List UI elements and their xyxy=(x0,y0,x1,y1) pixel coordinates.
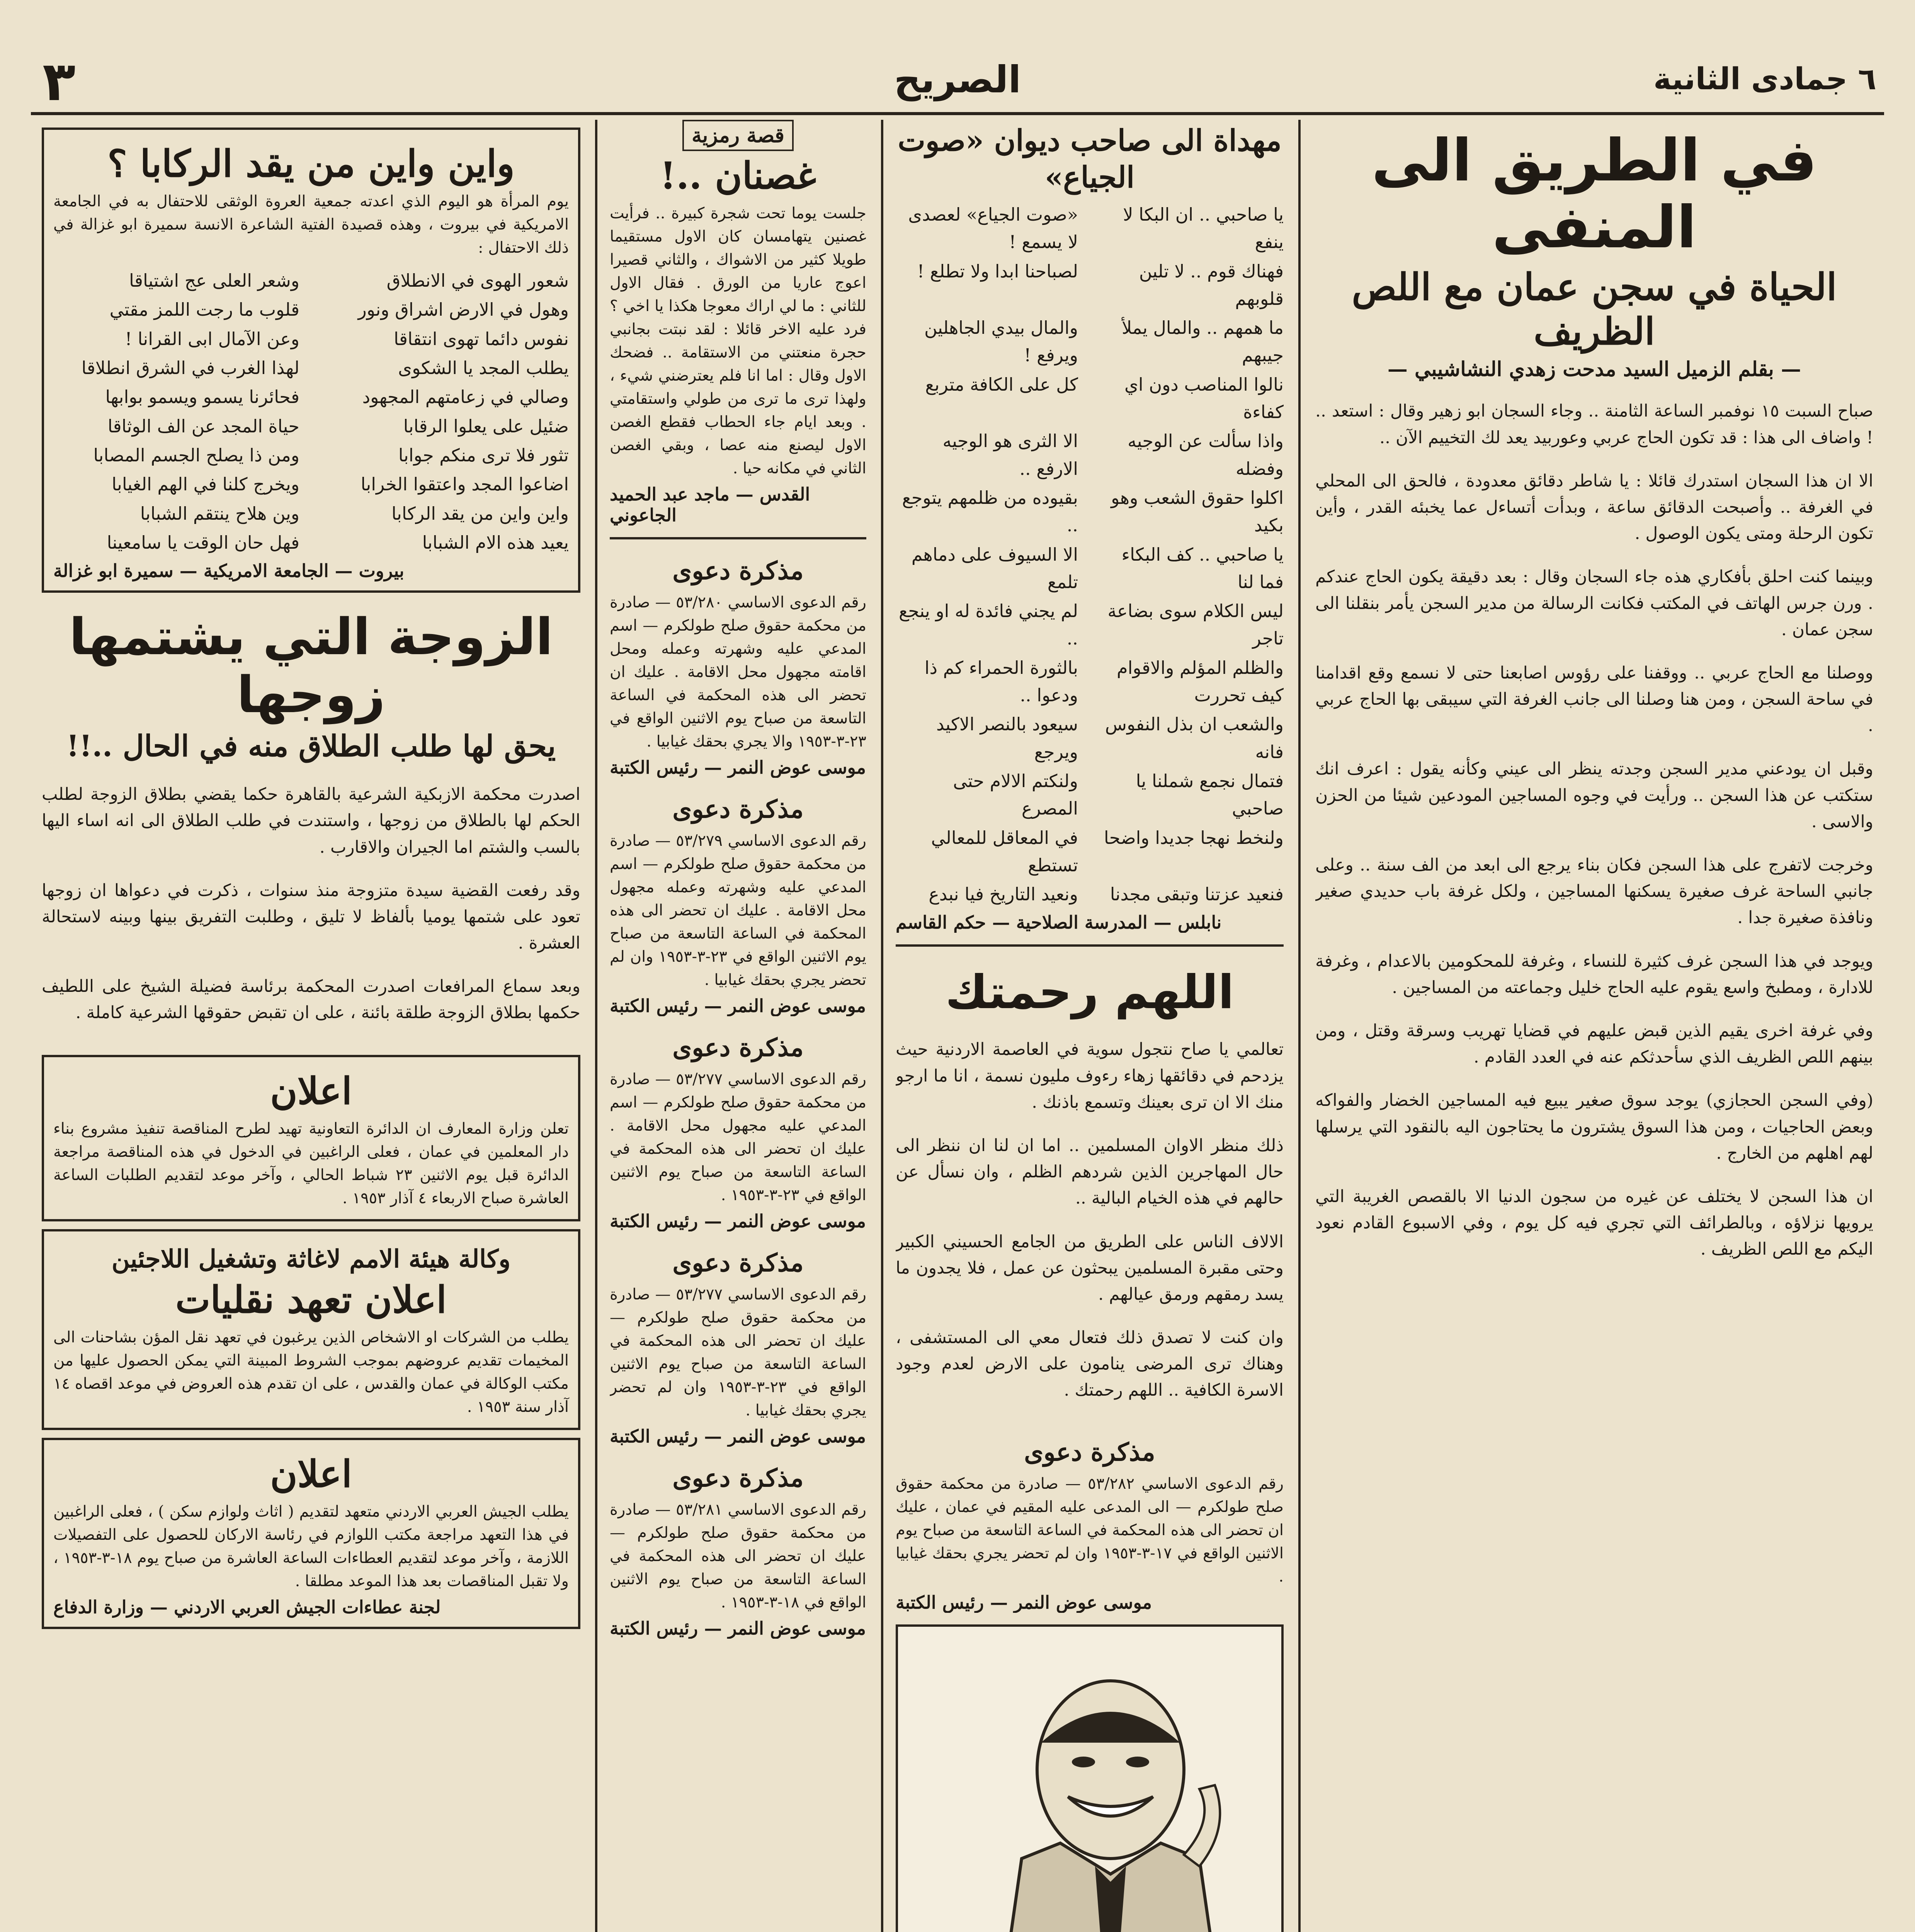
notice-title: مذكرة دعوى xyxy=(672,1033,804,1063)
paragraph: ويوجد في هذا السجن غرف كثيرة للنساء ، وغرفة للمحكومين بالاعدام ، وغرفة للادارة ، ومطبخ واسع يقوم عليه الحاج خليل وجماعته من المساجين . xyxy=(1315,951,1873,997)
notice-title: مذكرة دعوى xyxy=(672,1248,804,1278)
ad-title: اعلان تعهد نقليات xyxy=(175,1278,447,1322)
notice-title: مذكرة دعوى xyxy=(672,556,804,586)
notice-title: مذكرة دعوى xyxy=(1024,1437,1155,1467)
verse: ومن ذا يصلح الجسم المصابا xyxy=(93,444,299,466)
section-divider xyxy=(896,944,1284,947)
verse: شعور الهوى في الانطلاق xyxy=(386,270,569,291)
verse: كل على الكافة متربع xyxy=(925,374,1078,395)
notice-text: رقم الدعوى الاساسي ٥٣/٢٧٩ — صادرة من محكمة حقوق صلح طولكرم — اسم المدعي عليه وشهرته وعمله مجهول محل الاقامة . عليك ان تحضر الى هذه المحكمة في الساعة التاسعة من صباح يوم الاثنين الواقع في ٢٣-٣-١٩٥٣ وان لم تحضر يجري بحقك غيابيا . xyxy=(610,832,866,989)
masthead xyxy=(31,46,1884,115)
article-mercy xyxy=(896,958,1284,1420)
court-notice xyxy=(610,1243,866,1447)
court-notice xyxy=(610,1028,866,1231)
article-subheadline: الحياة في سجن عمان مع اللص الظريف xyxy=(1352,265,1837,354)
notice-signature: موسى عوض النمر — رئيس الكتبة xyxy=(610,1211,866,1232)
verse: فتمال نجمع شملنا يا صاحبي xyxy=(1136,770,1284,819)
ad-title: اعلان xyxy=(270,1452,352,1496)
poem-title: واين واين من يقد الركابا ؟ xyxy=(107,142,515,185)
article-exile xyxy=(1315,120,1873,1279)
paragraph: ذلك منظر الاوان المسلمين .. اما ان لنا ان ننظر الى حال المهاجرين الذين شردهم الظلم ، وان نسأل عن حالهم في هذه الخيام البالية .. xyxy=(896,1135,1284,1208)
paragraph: وان كنت لا تصدق ذلك فتعال معي الى المستشفى ، وهناك ترى المرضى ينامون على الارض لعدم وجود الاسرة الكافية .. اللهم رحمتك . xyxy=(896,1328,1284,1400)
paragraph: وخرجت لاتفرج على هذا السجن فكان بناء يرجع الى ابعد من الف سنة .. وعلى جانبي الساحة غرف صغيرة يسكنها المساجين ، ولكل غرفة باب حديدي صغير ونافذة صغيرة جدا . xyxy=(1315,855,1873,928)
notice-signature: موسى عوض النمر — رئيس الكتبة xyxy=(896,1592,1152,1613)
ad-header: وكالة هيئة الامم لاغاثة وتشغيل اللاجئين xyxy=(111,1244,511,1274)
paragraph: تعالمي يا صاح نتجول سوية في العاصمة الاردنية حيث يزدحم في دقائقها زهاء رءوف مليون نسمة ، انا ما ارجو منك الا ان ترى بعينك وتسمع باذنك . xyxy=(896,1039,1284,1112)
verse: لم يجني فائدة له او ينجع .. xyxy=(898,600,1078,649)
story-signature: القدس — ماجد عبد الحميد الجاعوني xyxy=(610,484,810,526)
notice-text: رقم الدعوى الاساسي ٥٣/٢٧٧ — صادرة من محكمة حقوق صلح طولكرم — عليك ان تحضر الى هذه المحكمة في الساعة التاسعة من صباح يوم الاثنين الواقع في ٢٣-٣-١٩٥٣ وان لم تحضر يجري بحقك غيابيا . xyxy=(610,1286,866,1420)
verse: ولنكتم الالام حتى المصرع xyxy=(953,770,1078,819)
court-notice xyxy=(896,1432,1284,1613)
ad-text: يطلب من الشركات او الاشخاص الذين يرغبون في تعهد نقل المؤن بشاحنات الى المخيمات تقديم عروضهم بموجب الشروط المبينة التي يمكن الحصول عليها من مكتب الوكالة في عمان والقدس ، على ان تقدم هذه العروض في موعد اقصاه ١٤ آذار سنة ١٩٥٣ . xyxy=(53,1328,569,1416)
story-two-branches xyxy=(610,120,866,526)
court-notice xyxy=(610,551,866,778)
verse: بالثورة الحمراء كم ذا ودعوا .. xyxy=(924,657,1078,706)
ad-signature: لجنة عطاءات الجيش العربي الاردني — وزارة الدفاع xyxy=(53,1597,441,1618)
issue-date: ٦ جمادى الثانية xyxy=(1653,62,1876,97)
paragraph: ووصلنا مع الحاج عربي .. ووقفنا على رؤوس اصابعنا حتى لا نسمع وقع اقدامنا في ساحة السجن ، ومن هنا وصلنا الى جانب الغرفة التي سيبقى بها الحاج عربي . xyxy=(1315,663,1873,736)
paragraph: اصدرت محكمة الازبكية الشرعية بالقاهرة حكما يقضي بطلاق الزوجة لطلب الحكم لها بالطلاق من زوجها ، واستندت في طلب الطلاق الى انه اساء اليها بالسب والشتم اما الجيران والاقارب . xyxy=(42,784,580,857)
verse: لهذا الغرب في الشرق انطلاقا xyxy=(81,357,299,379)
verse: ويخرج كلنا في الهم الغيابا xyxy=(112,474,299,495)
verse: ليس الكلام سوى بضاعة تاجر xyxy=(1107,600,1284,649)
verse: وصالي في زعامتهم المجهود xyxy=(362,386,569,408)
page-number: ٣ xyxy=(43,50,76,113)
notice-text: رقم الدعوى الاساسي ٥٣/٢٨٢ — صادرة من محكمة حقوق صلح طولكرم — الى المدعى عليه المقيم في عمان ، عليك ان تحضر الى هذه المحكمة في الساعة التاسعة من صباح يوم الاثنين الواقع في ١٧-٣-١٩٥٣ وان لم تحضر يجري بحقك غيابيا . xyxy=(896,1475,1284,1585)
paragraph: (وفي السجن الحجازي) يوجد سوق صغير يبيع فيه المساجين الخضار والفواكه وبعض الحاجيات ، ومن هذا السوق يشترون ما يحتاجون اليه بالنقود التي يرسلها لهم اهلهم من الخارج . xyxy=(1315,1090,1873,1163)
verse: وين هلاح ينتقم الشبابا xyxy=(140,503,299,524)
verse: نفوس دائما تهوى انتقاقا xyxy=(393,328,569,349)
article-headline: الزوجة التي يشتمها زوجها xyxy=(69,607,553,724)
ad-title: اعلان xyxy=(270,1069,352,1113)
paragraph: وفي غرفة اخرى يقيم الذين قبض عليهم في قضايا تهريب وسرقة وقتل ، ومن بينهم اللص الظريف الذي سأحدثكم عنه في العدد القادم . xyxy=(1315,1020,1873,1067)
verse: والظلم المؤلم والاقوام كيف تحررت xyxy=(1117,657,1284,706)
newspaper-name: الصريح xyxy=(894,58,1021,101)
paragraph: وقبل ان يودعني مدير السجن وجدته ينظر الى عيني وكأنه يقول : اعرف انك ستكتب عن هذا السجن .. ورأيت في وجوه المساجين المودعين شيئا من الحزن والاسى . xyxy=(1315,759,1873,832)
notice-signature: موسى عوض النمر — رئيس الكتبة xyxy=(610,1618,866,1639)
ad-ministry-education xyxy=(42,1055,580,1221)
column-1 xyxy=(1304,120,1884,1932)
verse: قلوب ما رجت اللمز مقتي xyxy=(109,299,299,320)
poem-signature: نابلس — المدرسة الصلاحية — حكم القاسم xyxy=(896,912,1222,933)
verse: الا الثرى هو الوجيه الارفع .. xyxy=(942,430,1078,479)
verse: الا السيوف على دماهم تلمع xyxy=(911,544,1078,592)
notice-title: مذكرة دعوى xyxy=(672,795,804,824)
notice-text: رقم الدعوى الاساسي ٥٣/٢٨١ — صادرة من محكمة حقوق صلح طولكرم — عليك ان تحضر الى هذه المحكمة في الساعة التاسعة من صباح يوم الاثنين الواقع في ١٨-٣-١٩٥٣ . xyxy=(610,1501,866,1612)
verse: يا صاحبي .. ان البكا لا ينفع xyxy=(1123,204,1284,253)
verse: والشعب ان بذل النفوس فانه xyxy=(1105,714,1284,762)
verse: بقيوده من ظلمهم يتوجع .. xyxy=(902,487,1078,536)
paragraph: صباح السبت ١٥ نوفمبر الساعة الثامنة .. وجاء السجان ابو زهير وقال : استعد .. ! واضاف الى هذا : قد تكون الحاج عربي وعوربيد يعد لك التخييم الآن .. xyxy=(1315,401,1873,447)
ad-text: يطلب الجيش العربي الاردني متعهد لتقديم ( اثاث ولوازم سكن ) ، فعلى الراغبين في هذا التعهد مراجعة مكتب اللوازم في رئاسة الاركان للحصول على التفصيلات اللازمة ، وآخر موعد لتقديم العطاءات الساعة العاشرة من صباح يوم ١٨-٣-١٩٥٣ ، ولا تقبل المناقصات بعد هذا الموعد مطلقا . xyxy=(53,1503,569,1590)
verse: ما همهم .. والمال يملأ جيبهم xyxy=(1122,317,1284,366)
article-subheadline: يحق لها طلب الطلاق منه في الحال ..!! xyxy=(66,729,556,764)
poem-womens-day xyxy=(42,128,580,593)
verse: فحائرنا يسمو ويسمو بوابها xyxy=(105,386,299,408)
notice-signature: موسى عوض النمر — رئيس الكتبة xyxy=(610,1426,866,1447)
article-headline: اللهم رحمتك xyxy=(945,966,1234,1020)
notice-text: رقم الدعوى الاساسي ٥٣/٢٨٠ — صادرة من محكمة حقوق صلح طولكرم — اسم المدعي عليه وشهرته وعمله ومحل اقامته مجهول محل الاقامة . عليك ان تحضر الى هذه المحكمة في الساعة التاسعة من صباح يوم الاثنين الواقع في ٢٣-٣-١٩٥٣ والا يجري بحقك غيابيا . xyxy=(610,594,866,751)
verse: وهول في الارض اشراق ونور xyxy=(358,299,569,320)
column-rule xyxy=(595,120,597,1932)
poem-signature: بيروت — الجامعة الامريكية — سميرة ابو غزالة xyxy=(53,560,405,582)
article-headline: في الطريق الى المنفى xyxy=(1371,127,1817,261)
section-tag: قصة رمزية xyxy=(682,120,794,151)
verse: لصباحنا ابدا ولا تطلع ! xyxy=(917,260,1078,282)
verse: ضئيل على يعلوا الرقابا xyxy=(403,415,569,437)
verse: واين واين من يقد الركابا xyxy=(391,503,569,524)
poem-title: مهداة الى صاحب ديوان «صوت الجياع» xyxy=(898,123,1282,194)
verse: حياة المجد عن الف الوثاقا xyxy=(107,415,299,437)
poem-verses xyxy=(53,267,569,556)
article-insulted-wife xyxy=(42,600,580,1043)
notice-text: رقم الدعوى الاساسي ٥٣/٢٧٧ — صادرة من محكمة حقوق صلح طولكرم — اسم المدعي عليه مجهول محل الاقامة . عليك ان تحضر الى هذه المحكمة في الساعة التاسعة من صباح يوم الاثنين الواقع في ٢٣-٣-١٩٥٣ . xyxy=(610,1070,866,1204)
verse: اضاعوا المجد واعتقوا الخرابا xyxy=(361,474,569,495)
paragraph: وبينما كنت احلق بأفكاري هذه جاء السجان وقال : بعد دقيقة يكون الحاج عندكم . ورن جرس الهاتف في المكتب فكانت الرسالة من مدير السجن يأمر بنقلنا الى سجن عمان . xyxy=(1315,567,1873,639)
ad-digene xyxy=(896,1624,1284,1932)
verse: فهناك قوم .. لا تلين قلوبهم xyxy=(1139,260,1284,309)
section-divider xyxy=(610,537,866,539)
verse: تثور فلا ترى منكم جوابا xyxy=(398,444,569,466)
verse: يطلب المجد يا الشكوى xyxy=(398,357,569,379)
poem-hungry-voice xyxy=(896,120,1284,933)
column-2 xyxy=(885,120,1294,1932)
verse: يا صاحبي .. كف البكاء فما لنا xyxy=(1121,544,1284,592)
verse: ولنخط نهجا جديدا واضحا xyxy=(1104,827,1284,848)
paragraph: الالاف الناس على الطريق من الجامع الحسيني الكبير وحتى مقبرة المسلمين يبحثون عن عمل ، فلا يجدون ما يسد رمقهم ورمق عيالهم . xyxy=(896,1231,1284,1304)
column-rule xyxy=(881,120,883,1932)
notice-signature: موسى عوض النمر — رئيس الكتبة xyxy=(610,757,866,778)
verse: سيعود بالنصر الاكيد ويرجع xyxy=(936,714,1078,762)
verse: وشعر العلى عج اشتياقا xyxy=(129,270,299,291)
column-3 xyxy=(599,120,877,1932)
verse: وعن الآمال ابى القرانا ! xyxy=(125,328,299,349)
ad-text: تعلن وزارة المعارف ان الدائرة التعاونية تهيد لطرح المناقصة تنفيذ مشروع بناء دار المعلمين في عمان ، فعلى الراغبين في الدخول في هذه المناقصة مراجعة الدائرة قبل يوم الاثنين ٢٣ شباط الحالي ، وآخر موعد لتقديم الطلبات الساعة العاشرة صباح الاربعاء ٤ آذار ١٩٥٣ . xyxy=(53,1119,569,1207)
paragraph: الا ان هذا السجان استدرك قائلا : يا شاطر دقائق معدودة ، فالحق الى المحلي في الغرفة .. وأصبحت الدقائق ساعة ، وبدأت أتساءل عما يخبئه القدر ، وأين تكون الرحلة ومتى يكون الوصول . xyxy=(1315,471,1873,544)
verse: «صوت الجياع» لعصدى لا يسمع ! xyxy=(908,204,1078,253)
column-4 xyxy=(31,120,591,1932)
ad-unrwa-transport xyxy=(42,1229,580,1430)
paragraph: ان هذا السجن لا يختلف عن غيره من سجون الدنيا الا بالقصص الغريبة التي يرويها نزلاؤه ، وبالطرائف التي تجري فيه كل يوم ، وفي الاسبوع القادم نعود اليكم مع اللص الظريف . xyxy=(1315,1186,1873,1259)
notice-signature: موسى عوض النمر — رئيس الكتبة xyxy=(610,995,866,1017)
verse: والمال بيدي الجاهلين ويرفع ! xyxy=(924,317,1078,366)
ad-arab-army xyxy=(42,1438,580,1629)
article-byline: — بقلم الزميل السيد مدحت زهدي النشاشيبي — xyxy=(1387,357,1801,381)
court-notice xyxy=(610,789,866,1016)
story-text: جلست يوما تحت شجرة كبيرة .. فرأيت غصنين يتهامسان كان الاول مستقيما طويلا كثير من الاشواك ، والثاني قصيرا اعوج عاريا من الورق . فقال الاول للثاني : ما لي اراك معوجا هكذا يا اخي ؟ فرد عليه الاخر قائلا : لقد نبتت بجانبي حجرة منعتني من الاستقامة .. فضحك الاول وقال : اما انا فلم يعترضني شيء ، ولهذا ترى ما ترى من طولي واستقامتي . وبعد ايام جاء الحطاب فقطع الغصن الاول ليصنع منه عصا ، وبقي الغصن الثاني في مكانه حيا . xyxy=(610,204,866,478)
verse: يعيد هذه الام الشبابا xyxy=(422,532,569,553)
verse: نالوا المناصب دون اي كفاءة xyxy=(1124,374,1284,423)
verse: ونعيد التاريخ فيا نبدع xyxy=(929,884,1078,905)
smiling-man-illustration xyxy=(983,1673,1230,1932)
verse: واذا سألت عن الوجيه وفضله xyxy=(1128,430,1284,479)
paragraph: وبعد سماع المرافعات اصدرت المحكمة برئاسة فضيلة الشيخ على اللطيف حكمها بطلاق الزوجة طلقة بائنة ، على ان تقبض حقوقها الشرعية كاملة . xyxy=(42,976,580,1023)
verse: فهل حان الوقت يا سامعينا xyxy=(107,532,299,553)
column-rule xyxy=(1298,120,1301,1932)
verse: في المعاقل للمعالي تستطع xyxy=(931,827,1078,876)
poem-verses xyxy=(896,201,1284,908)
paragraph: وقد رفعت القضية سيدة متزوجة منذ سنوات ، ذكرت في دعواها ان زوجها تعود على شتمها يوميا بألفاظ لا تليق ، وطلبت التفريق بينها وبينه لاستحالة العشرة . xyxy=(42,880,580,953)
verse: اكلوا حقوق الشعب وهو بكيد xyxy=(1111,487,1284,536)
verse: فنعيد عزتنا وتبقى مجدنا xyxy=(1110,884,1284,905)
court-notice xyxy=(610,1458,866,1639)
notice-title: مذكرة دعوى xyxy=(672,1464,804,1493)
story-title: غصنان ..! xyxy=(660,154,816,197)
poem-intro: يوم المرأة هو اليوم الذي اعدته جمعية العروة الوثقى للاحتفال به في الجامعة الامريكية في بيروت ، وهذه قصيدة الفتية الشاعرة الانسة سميرة ابو غزالة في ذلك الاحتفال : xyxy=(53,192,569,257)
